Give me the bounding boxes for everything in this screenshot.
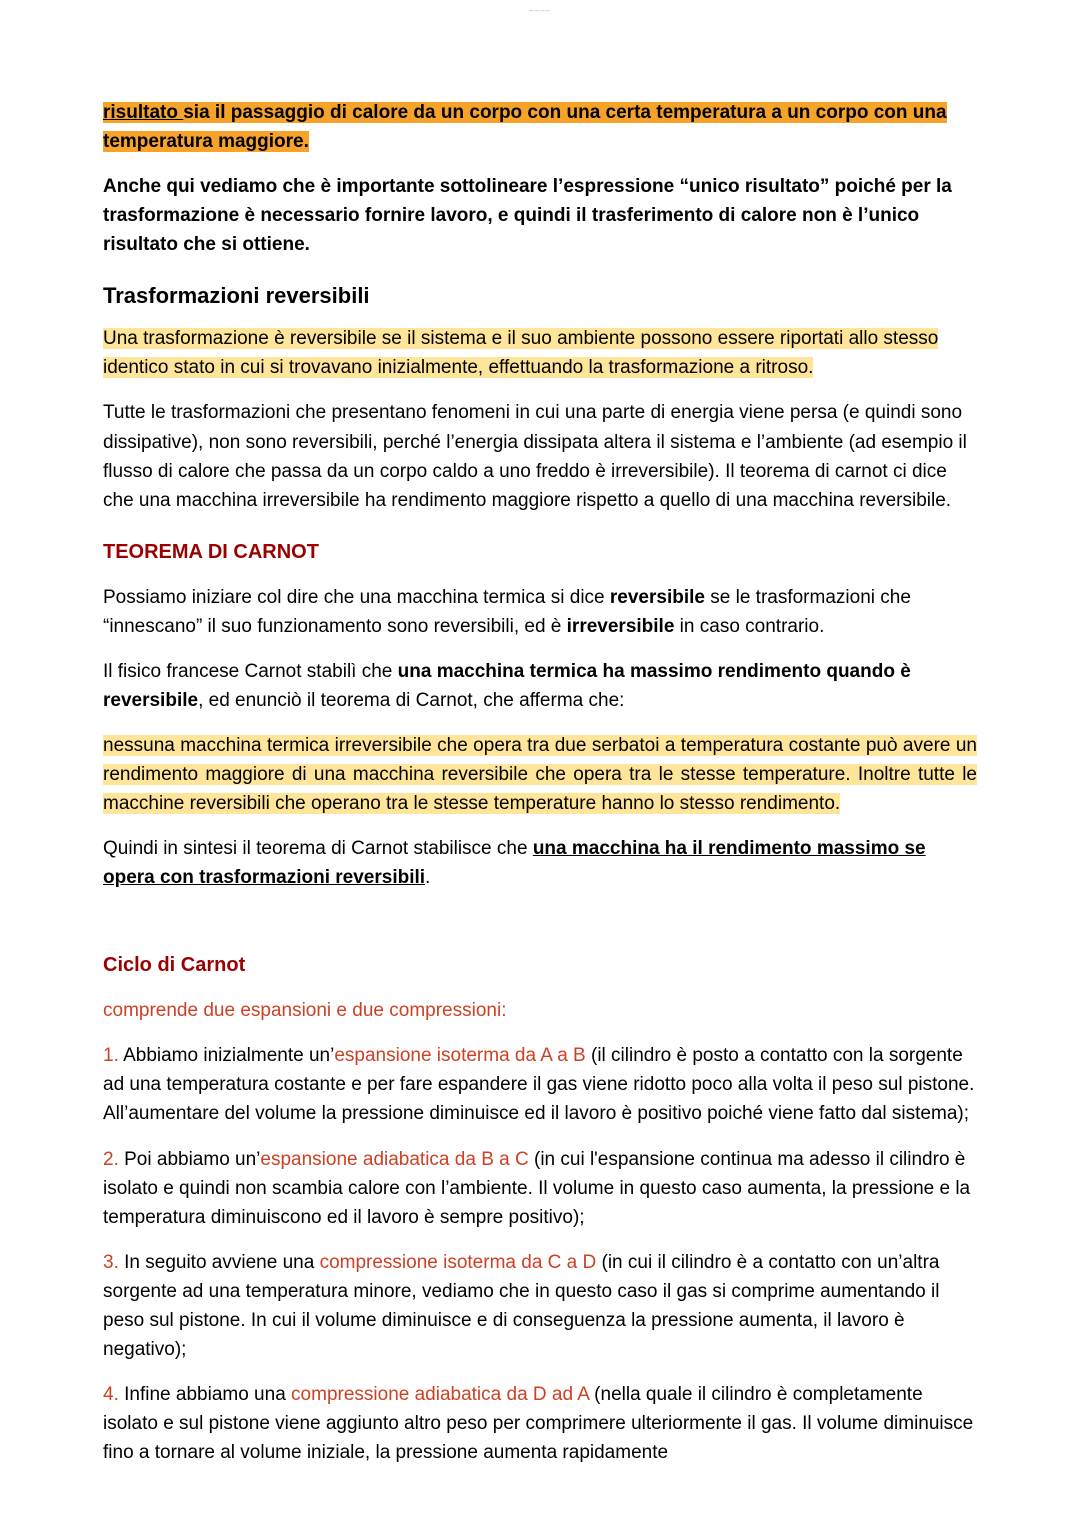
item-number: 4. bbox=[103, 1383, 119, 1405]
paragraph-definizione-reversibile bbox=[103, 324, 977, 382]
list-item-2 bbox=[103, 1145, 977, 1232]
text-segment: Possiamo iniziare col dire che una macchina termica si dice bbox=[103, 586, 610, 608]
item-text: (in cui il cilindro è a contatto con un’altra sorgente ad una temperatura minore, vediamo che in questo caso il gas si comprime aumentando il peso sul pistone. In cui il volume diminuisce e di conseguenza la pressione aumenta, il lavoro è negativo); bbox=[103, 1251, 940, 1360]
list-item-4 bbox=[103, 1380, 977, 1467]
heading-ciclo-di-carnot: Ciclo di Carnot bbox=[103, 954, 246, 977]
heading-trasformazioni-reversibili: Trasformazioni reversibili bbox=[103, 283, 370, 309]
item-number: 1. bbox=[103, 1045, 119, 1067]
paragraph-enunciato-teorema bbox=[103, 731, 977, 818]
paragraph-fisico-carnot bbox=[103, 657, 977, 715]
paragraph-macchina-termica bbox=[103, 583, 977, 641]
risultato-underlined-word: risultato bbox=[103, 102, 184, 123]
risultato-highlight-text: sia il passaggio di calore da un corpo con una certa temperatura a un corpo con una temperatura maggiore. bbox=[103, 102, 947, 153]
item-number: 3. bbox=[103, 1251, 119, 1273]
bold-reversibile: reversibile bbox=[609, 586, 705, 608]
orange-highlight bbox=[103, 102, 947, 152]
page-header-mark: –––– bbox=[529, 6, 551, 15]
yellow-highlight-teorema: nessuna macchina termica irreversibile che opera tra due serbatoi a temperatura costante può avere un rendimento maggiore di una macchina reversibile che opera tra le stesse temperature. Inoltre tutte le macchine reversibili che operano tra le stesse temperature hanno lo stesso rendimento. bbox=[103, 734, 977, 815]
item-text: Infine abbiamo una bbox=[118, 1383, 292, 1405]
bold-massimo-rendimento: una macchina termica ha massimo rendimento quando è reversibile bbox=[103, 660, 911, 711]
text-segment: . bbox=[425, 867, 431, 889]
paragraph-ciclo-intro: comprende due espansioni e due compressioni: bbox=[103, 1000, 507, 1022]
item-number: 2. bbox=[103, 1148, 119, 1170]
list-item-1 bbox=[103, 1041, 977, 1128]
paragraph-unico-risultato: Anche qui vediamo che è importante sottolineare l’espressione “unico risultato” poiché per la trasformazione è necessario fornire lavoro, e quindi il trasferimento di calore non è l’unico risultato che si ottiene. bbox=[103, 176, 952, 256]
paragraph-sintesi bbox=[103, 834, 977, 892]
item-text: (nella quale il cilindro è completamente isolato e sul pistone viene aggiunto altro peso per comprimere ulteriormente il gas. Il volume diminuisce fino a tornare al volume iniziale, la pressione aumenta rapidamente bbox=[103, 1383, 974, 1464]
bold-irreversibile: irreversibile bbox=[566, 615, 675, 637]
item-red-phrase: espansione adiabatica da B a C bbox=[260, 1148, 529, 1170]
item-red-phrase: compressione adiabatica da D ad A bbox=[291, 1383, 589, 1405]
text-segment: se le trasformazioni che “innescano” il suo funzionamento sono reversibili, ed è bbox=[103, 586, 911, 637]
paragraph-dissipative: Tutte le trasformazioni che presentano fenomeni in cui una parte di energia viene persa (e quindi sono dissipative), non sono reversibili, perché l’energia dissipata altera il sistema e l’ambiente (ad esempio il flusso di calore che passa da un corpo caldo a uno freddo è irreversibile). Il teorema di carnot ci dice che una macchina irreversibile ha rendimento maggiore rispetto a quello di una macchina reversibile. bbox=[103, 402, 967, 511]
item-text: Poi abbiamo un’ bbox=[118, 1148, 261, 1170]
item-red-phrase: compressione isoterma da C a D bbox=[319, 1251, 597, 1273]
item-text: Abbiamo inizialmente un’ bbox=[118, 1045, 335, 1067]
text-segment: in caso contrario. bbox=[674, 615, 825, 637]
paragraph-risultato-highlight bbox=[103, 98, 977, 156]
bold-underline-rendimento-massimo: una macchina ha il rendimento massimo se opera con trasformazioni reversibili bbox=[103, 838, 926, 889]
item-text: (il cilindro è posto a contatto con la sorgente ad una temperatura costante e per fare espandere il gas viene ridotto poco alla volta il peso sul pistone. All’aumentare del volume la pressione diminuisce ed il lavoro è positivo poiché viene fatto dal sistema); bbox=[103, 1045, 975, 1125]
text-segment: Quindi in sintesi il teorema di Carnot stabilisce che bbox=[103, 838, 533, 860]
text-segment: Il fisico francese Carnot stabilì che bbox=[103, 660, 398, 682]
heading-teorema-di-carnot: TEOREMA DI CARNOT bbox=[103, 540, 319, 563]
yellow-highlight-definizione: Una trasformazione è reversibile se il sistema e il suo ambiente possono essere riportati allo stesso identico stato in cui si trovavano inizialmente, effettuando la trasformazione a ritroso. bbox=[103, 328, 939, 379]
list-item-3 bbox=[103, 1248, 977, 1364]
item-red-phrase: espansione isoterma da A a B bbox=[334, 1045, 586, 1067]
item-text: In seguito avviene una bbox=[118, 1251, 320, 1273]
item-text: (in cui l'espansione continua ma adesso il cilindro è isolato e quindi non scambia calore con l’ambiente. Il volume in questo caso aumenta, la pressione e la temperatura diminuiscono ed il lavoro è sempre positivo); bbox=[103, 1148, 971, 1228]
text-segment: , ed enunciò il teorema di Carnot, che afferma che: bbox=[198, 689, 625, 711]
